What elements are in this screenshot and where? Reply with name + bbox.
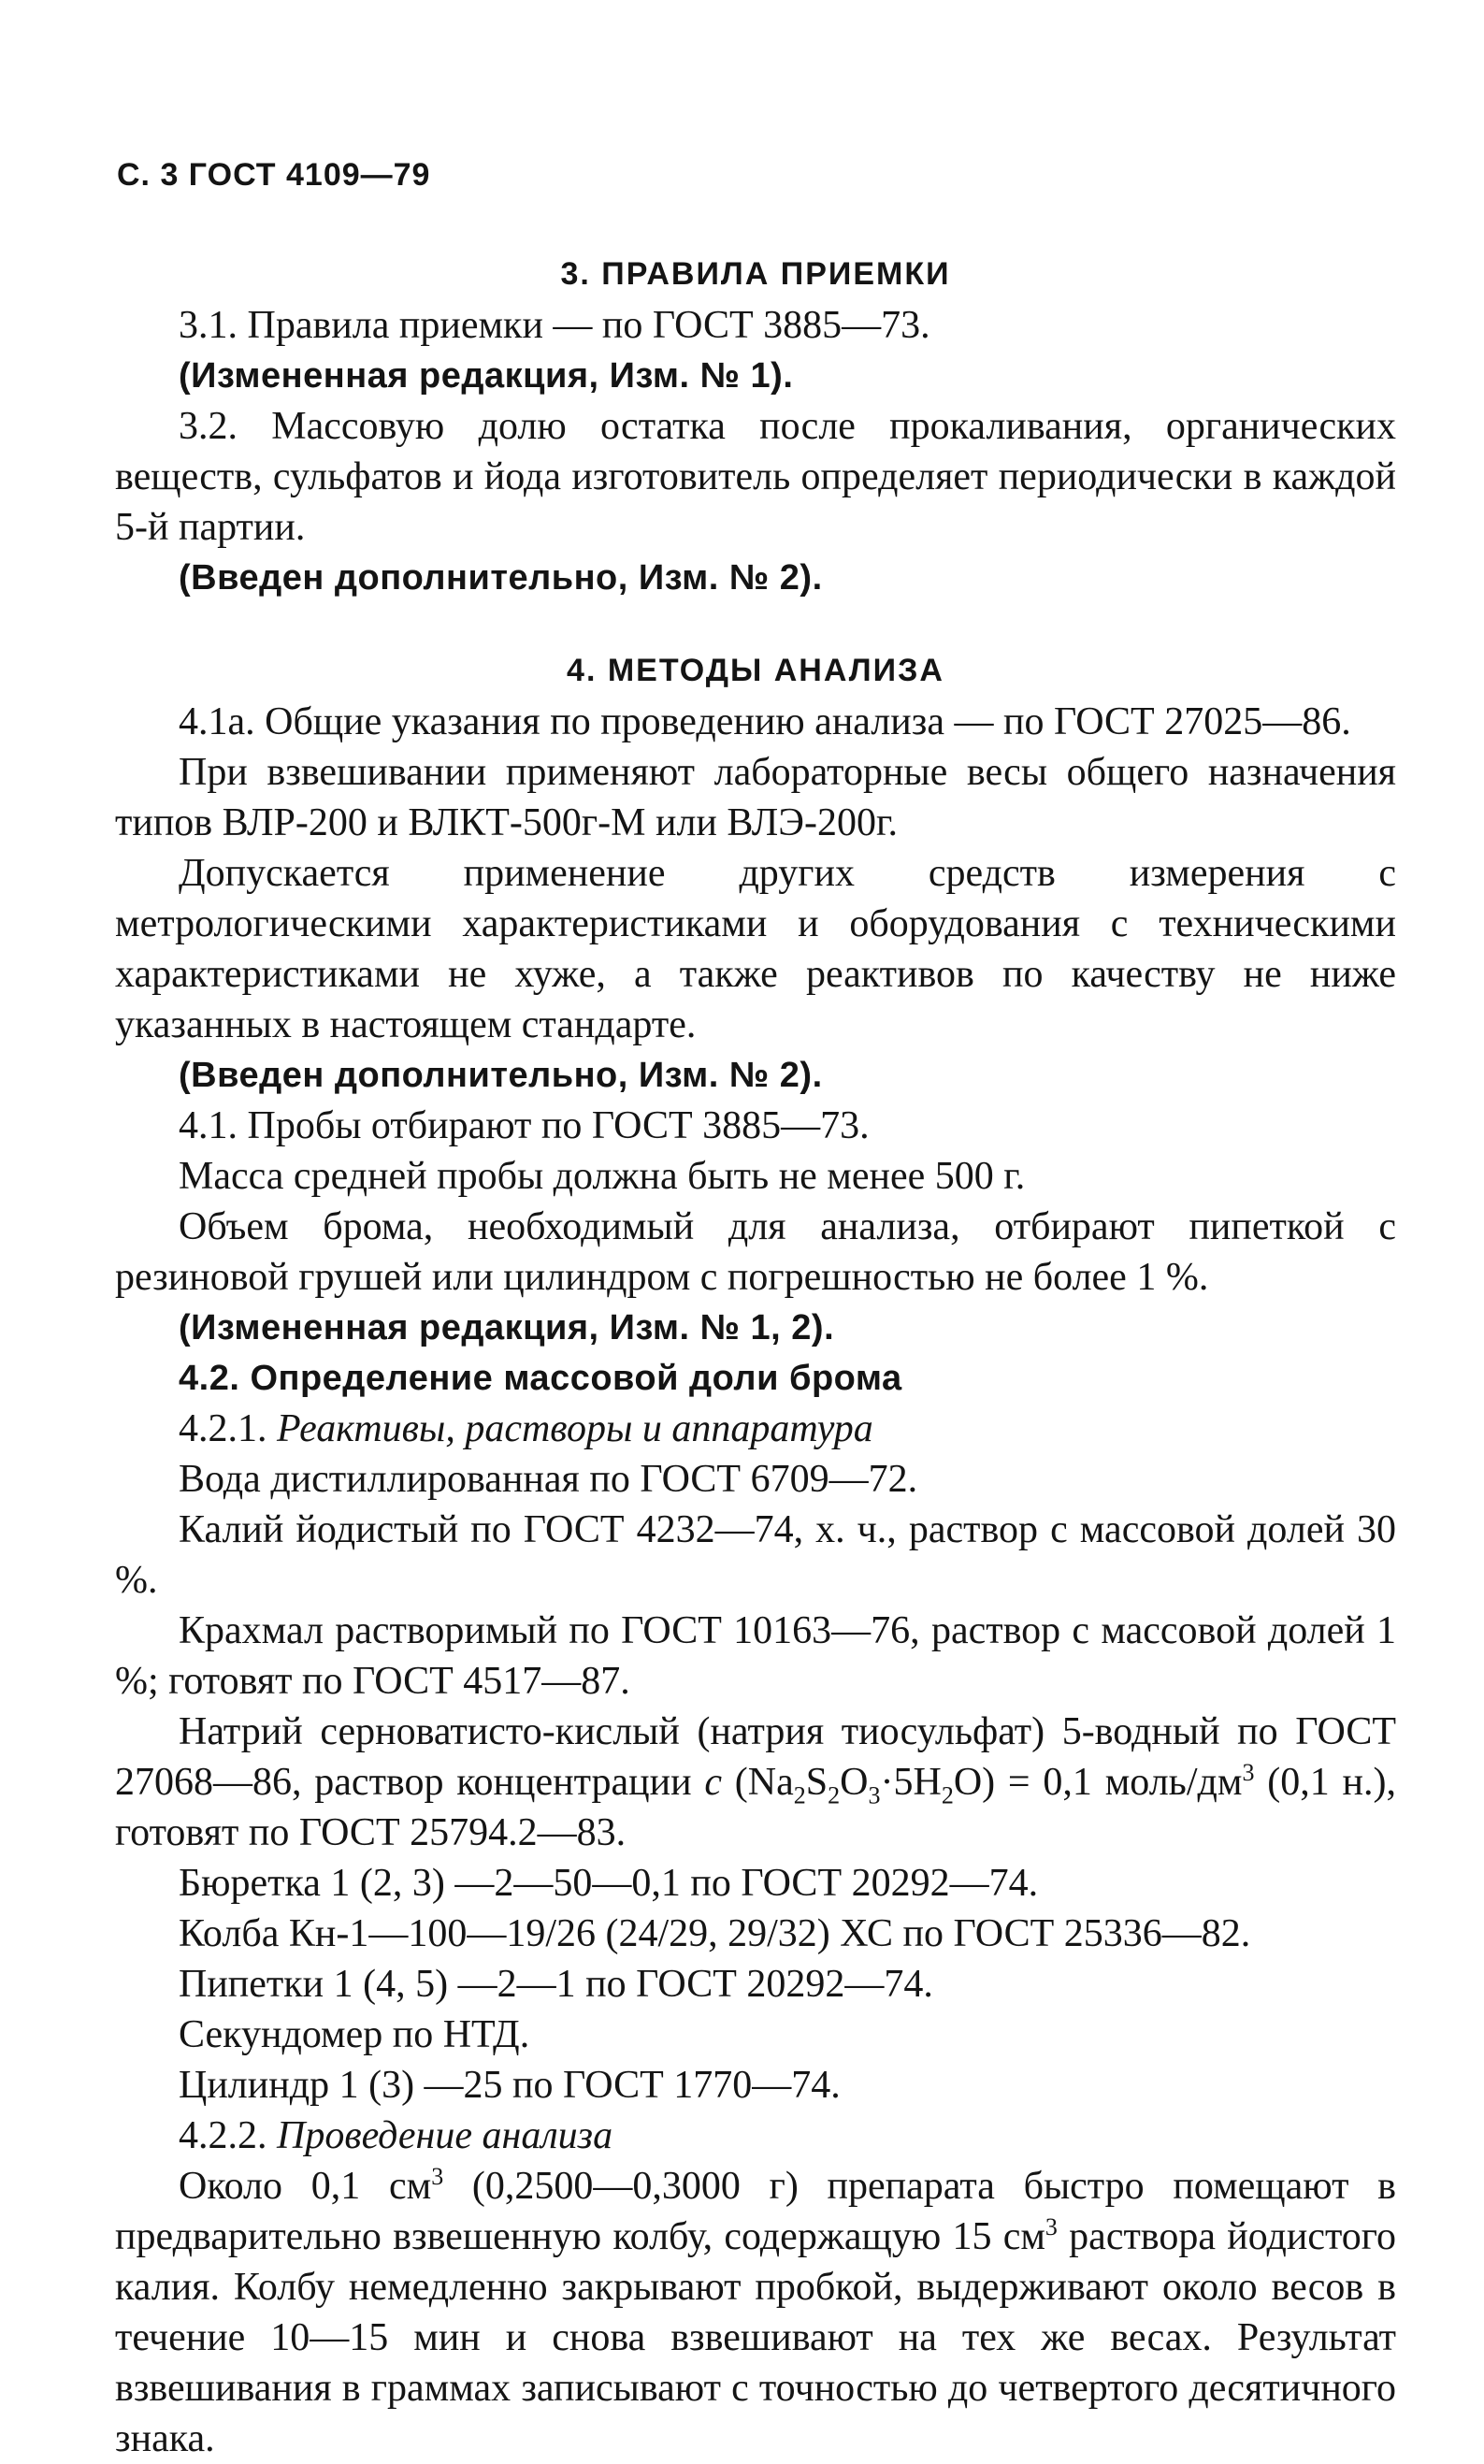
clause-4-2-heading: 4.2. Определение массовой доли брома xyxy=(179,1359,902,1398)
reagent-water: Вода дистиллированная по ГОСТ 6709—72. xyxy=(179,1458,918,1501)
clause-title: Реактивы, растворы и аппаратура xyxy=(277,1407,873,1450)
text-run: раствора йодистого калия. Колбу немедленно закрывают пробкой, выдерживают около весов в течение 10—15 мин и снова взвешивают на тех же весах. Результат взвешивания в граммах записывают с точностью до четвертого десятичного знака. xyxy=(115,2215,1396,2460)
paragraph-weighing: При взвешивании применяют лабораторные весы общего назначения типов ВЛР-200 и ВЛКТ-500г-М или ВЛЭ-200г. xyxy=(115,751,1396,844)
amendment-note: (Измененная редакция, Изм. № 1). xyxy=(179,356,794,396)
equipment-flask: Колба Кн-1—100—19/26 (24/29, 29/32) ХС по ГОСТ 25336—82. xyxy=(179,1912,1251,1955)
section-3-title: 3. ПРАВИЛА ПРИЕМКИ xyxy=(560,256,951,292)
equipment-burette: Бюретка 1 (2, 3) —2—50—0,1 по ГОСТ 20292—74. xyxy=(179,1862,1039,1905)
subscript: 2 xyxy=(793,1781,806,1809)
paragraph-allowed: Допускается применение других средств измерения с метрологическими характеристиками и оборудования с техническими характеристиками не хуже, а также реактивов по качеству не ниже указанных в настоящем стандарте. xyxy=(115,852,1396,1046)
text-run: S xyxy=(805,1761,828,1804)
reagent-thiosulfate xyxy=(115,1707,1396,1858)
clause-4-2-2-heading xyxy=(115,2111,1396,2161)
document-body xyxy=(115,248,1396,2464)
page-header: С. 3 ГОСТ 4109—79 xyxy=(117,157,431,193)
reagent-starch: Крахмал растворимый по ГОСТ 10163—76, раствор с массовой долей 1 %; готовят по ГОСТ 4517—87. xyxy=(115,1609,1396,1703)
text-run: Натрий серноватисто-кислый (натрия тиосульфат) 5-водный по ГОСТ 27068—86, раствор концентрации xyxy=(115,1710,1396,1804)
procedure-paragraph xyxy=(115,2161,1396,2464)
subscript: 3 xyxy=(868,1781,881,1809)
equipment-cylinder: Цилиндр 1 (3) —25 по ГОСТ 1770—74. xyxy=(179,2064,841,2107)
clause-number: 4.2.2. xyxy=(179,2114,277,2157)
clause-4-1: 4.1. Пробы отбирают по ГОСТ 3885—73. xyxy=(179,1104,870,1147)
amendment-note: (Введен дополнительно, Изм. № 2). xyxy=(179,558,823,598)
superscript: 3 xyxy=(431,2163,444,2190)
paragraph-sample-mass: Масса средней пробы должна быть не менее 500 г. xyxy=(179,1155,1026,1198)
text-run: Около 0,1 см xyxy=(179,2165,432,2208)
clause-3-2: 3.2. Массовую долю остатка после прокаливания, органических веществ, сульфатов и йода изготовитель определяет периодически в каждой 5-й партии. xyxy=(115,405,1396,549)
subscript: 2 xyxy=(828,1781,841,1809)
clause-4-2-1-heading xyxy=(115,1404,1396,1454)
text-run: (0,2500—0,3000 г) препарата быстро помещают в предварительно взвешенную колбу, содержащую 15 см xyxy=(115,2165,1397,2258)
subscript: 2 xyxy=(941,1781,954,1809)
reagent-potassium-iodide: Калий йодистый по ГОСТ 4232—74, х. ч., раствор с массовой долей 30 %. xyxy=(115,1508,1396,1602)
text-run: O) = 0,1 моль/дм xyxy=(953,1761,1243,1804)
text-run: (0,1 н.), готовят по ГОСТ 25794.2—83. xyxy=(115,1761,1397,1854)
clause-title: Проведение анализа xyxy=(277,2114,613,2157)
section-4-title: 4. МЕТОДЫ АНАЛИЗА xyxy=(567,653,944,688)
amendment-note: (Введен дополнительно, Изм. № 2). xyxy=(179,1056,823,1095)
clause-4-1a: 4.1а. Общие указания по проведению анализа — по ГОСТ 27025—86. xyxy=(179,700,1351,743)
clause-number: 4.2.1. xyxy=(179,1407,277,1450)
superscript: 3 xyxy=(1242,1759,1255,1786)
clause-3-1: 3.1. Правила приемки — по ГОСТ 3885—73. xyxy=(179,304,930,347)
text-run: (Na xyxy=(722,1761,794,1804)
paragraph-bromine-volume: Объем брома, необходимый для анализа, отбирают пипеткой с резиновой грушей или цилиндром с погрешностью не более 1 %. xyxy=(115,1205,1396,1299)
text-run: ·5H xyxy=(880,1761,942,1804)
text-run: O xyxy=(840,1761,869,1804)
text-run: c xyxy=(704,1761,723,1804)
equipment-pipettes: Пипетки 1 (4, 5) —2—1 по ГОСТ 20292—74. xyxy=(179,1963,933,2006)
equipment-stopwatch: Секундомер по НТД. xyxy=(179,2013,530,2056)
superscript: 3 xyxy=(1045,2213,1058,2241)
amendment-note: (Измененная редакция, Изм. № 1, 2). xyxy=(179,1308,835,1347)
